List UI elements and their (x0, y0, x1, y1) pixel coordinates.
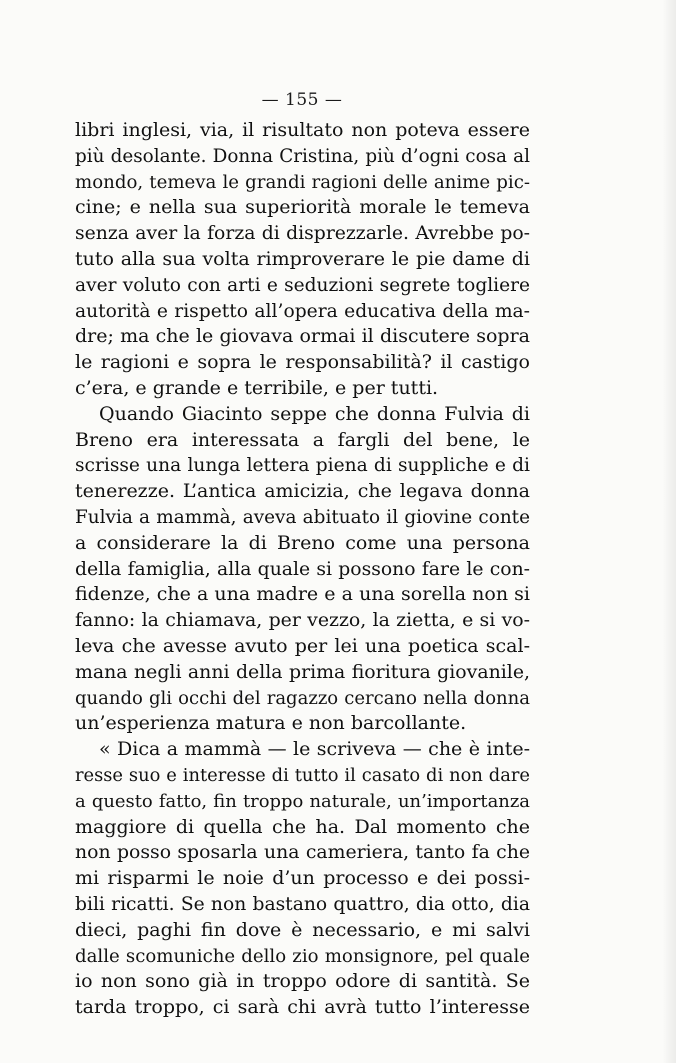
text-line: mi risparmi le noie d’un processo e dei possi- (75, 867, 530, 890)
text-line: fidenze, che a una madre e a una sorella non si (75, 583, 530, 606)
body-text (75, 118, 530, 1021)
text-line: mondo, temeva le grandi ragioni delle anime pic- (75, 171, 530, 193)
text-line: bili ricatti. Se non bastano quattro, dia otto, dia (75, 893, 530, 915)
page-edge-shadow (662, 0, 676, 1063)
text-line: dalle scomuniche dello zio monsignore, pel quale (75, 945, 530, 967)
text-line: a considerare la di Breno come una persona (75, 531, 530, 554)
text-line: aver voluto con arti e seduzioni segrete togliere (75, 274, 530, 296)
text-line: mana negli anni della prima fioritura giovanile, (75, 660, 530, 683)
text-line: un’esperienza matura e non barcollante. (75, 712, 467, 735)
text-line: senza aver la forza di disprezzarle. Avrebbe po- (75, 223, 530, 245)
text-line: tarda troppo, ci sarà chi avrà tutto l’interesse (75, 996, 530, 1019)
text-line: c’era, e grande e terribile, e per tutti. (75, 376, 439, 399)
text-line: a questo fatto, fin troppo naturale, un’importanza (75, 790, 530, 812)
text-line: scrisse una lunga lettera piena di suppliche e di (75, 455, 530, 477)
text-line: tuto alla sua volta rimproverare le pie dame di (75, 247, 530, 270)
text-line: leva che avesse avuto per lei una poetica scal- (75, 634, 530, 657)
text-line: le ragioni e sopra le responsabilità? il castigo (75, 351, 530, 374)
text-line: resse suo e interesse di tutto il casato di non dare (75, 764, 530, 786)
text-line: cine; e nella sua superiorità morale le temeva (75, 196, 530, 219)
text-line: dieci, paghi fin dove è necessario, e mi salvi (75, 918, 530, 941)
text-line: più desolante. Donna Cristina, più d’ogni cosa al (75, 145, 530, 167)
text-line: dre; ma che le giovava ormai il discutere sopra (75, 325, 530, 348)
text-line: fanno: la chiamava, per vezzo, la zietta, e si vo- (75, 609, 530, 632)
text-line: Quando Giacinto seppe che donna Fulvia di (99, 402, 530, 425)
text-line: tenerezze. L’antica amicizia, che legava donna (75, 480, 530, 503)
text-line: della famiglia, alla quale si possono fare le con- (75, 558, 530, 580)
text-line: quando gli occhi del ragazzo cercano nella donna (75, 687, 530, 709)
text-line: io non sono già in troppo odore di santità. Se (75, 970, 530, 993)
text-line: « Dica a mammà — le scriveva — che è inte- (99, 738, 530, 761)
text-line: autorità e rispetto all’opera educativa della ma- (75, 300, 530, 322)
text-line: non posso sposarla una cameriera, tanto fa che (75, 842, 530, 864)
text-line: libri inglesi, via, il risultato non poteva essere (75, 119, 530, 141)
text-line: maggiore di quella che ha. Dal momento che (75, 815, 530, 838)
text-line: Breno era interessata a fargli del bene, le (75, 428, 530, 451)
text-line: Fulvia a mammà, aveva abituato il giovine conte (75, 506, 530, 528)
page-number: — 155 — (261, 90, 343, 110)
